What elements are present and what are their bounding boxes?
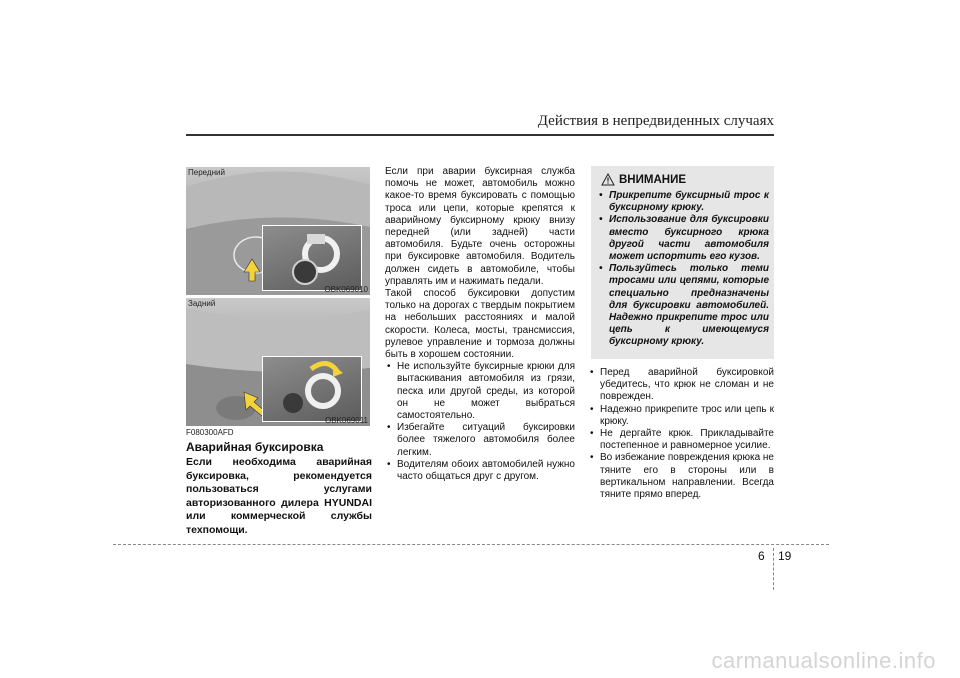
figure-code-front: OBK069010 [324,285,368,294]
page-header-title: Действия в непредвиденных случаях [537,113,774,129]
section-code: F080300AFD [186,428,234,437]
caution-list [597,190,769,349]
hook-bullet-list [588,367,774,501]
footer-rule [113,544,829,545]
towing-paragraph-2: Такой способ буксировки допустим только на дорогах с твердым покрытием на небольших расстояниях и малой скорости. Колеса, мосты, трансмиссия, рулевое управление и тормоза должны быть в хорошем состоянии. [385,288,575,361]
footer-divider [773,548,774,590]
middle-column [385,166,575,483]
list-item: • Использование для буксировки вместо буксирного крюка другой части автомобиля может испортить его кузов. [597,214,769,263]
warning-triangle-icon [601,173,615,186]
list-item: • Перед аварийной буксировкой убедитесь, что крюк не сломан и не поврежден. [588,367,774,404]
figure-label-front: Передний [188,168,225,177]
figure-front-tow-hook [186,167,370,295]
figure-label-rear: Задний [188,299,216,308]
list-item: • Избегайте ситуаций буксировки более тяжелого автомобиля более легким. [385,422,575,459]
header-rule [186,134,774,136]
list-item: • Прикрепите буксирный трос к буксирному крюку. [597,190,769,214]
list-item: • Водителям обоих автомобилей нужно часто общаться друг с другом. [385,459,575,483]
figure-inset-front [262,225,362,291]
tow-hook-rear-icon [263,357,361,421]
figure-rear-tow-hook [186,298,370,426]
caution-title: ВНИМАНИЕ [619,174,687,186]
page-number: 19 [778,549,792,563]
figure-code-rear: OBK069011 [325,416,368,425]
figure-inset-rear [262,356,362,422]
list-item: • Пользуйтесь только теми тросами или цепями, которые специально предназначены для буксировки автомобилей. Надежно прикрепите трос или цепь к имеющемуся буксирному крюку. [597,263,769,348]
list-item: • Не дергайте крюк. Прикладывайте постепенное и равномерное усилие. [588,428,774,452]
right-column [588,367,774,501]
section-lead-paragraph: Если необходима аварийная буксировка, рекомендуется пользоваться услугами авторизованного дилера HYUNDAI или коммерческой службы техпомощи. [186,456,372,536]
caution-box [591,166,774,359]
list-item: • Не используйте буксирные крюки для вытаскивания автомобиля из грязи, песка или другой среды, из которой он не может выбраться самостоятельно. [385,361,575,422]
list-item: • Во избежание повреждения крюка не тяните его в стороны или в вертикальном направлении. Всегда тяните прямо вперед. [588,452,774,501]
towing-bullet-list [385,361,575,483]
towing-paragraph-1: Если при аварии буксирная служба помочь не может, автомобиль можно какое-то время буксировать с помощью троса или цепи, которые крепятся к аварийному буксирному крюку внизу передней (или задней) части автомобиля. Будьте очень осторожны при буксировке автомобиля. Водитель должен сидеть в автомобиле, чтобы управлять им и нажимать педали. [385,166,575,287]
list-item: • Надежно прикрепите трос или цепь к крюку. [588,404,774,428]
caution-header [591,172,774,188]
section-title: Аварийная буксировка [186,440,324,454]
watermark: carmanualsonline.info [711,648,936,673]
page-chapter: 6 [758,549,765,563]
tow-hook-icon [263,226,361,290]
